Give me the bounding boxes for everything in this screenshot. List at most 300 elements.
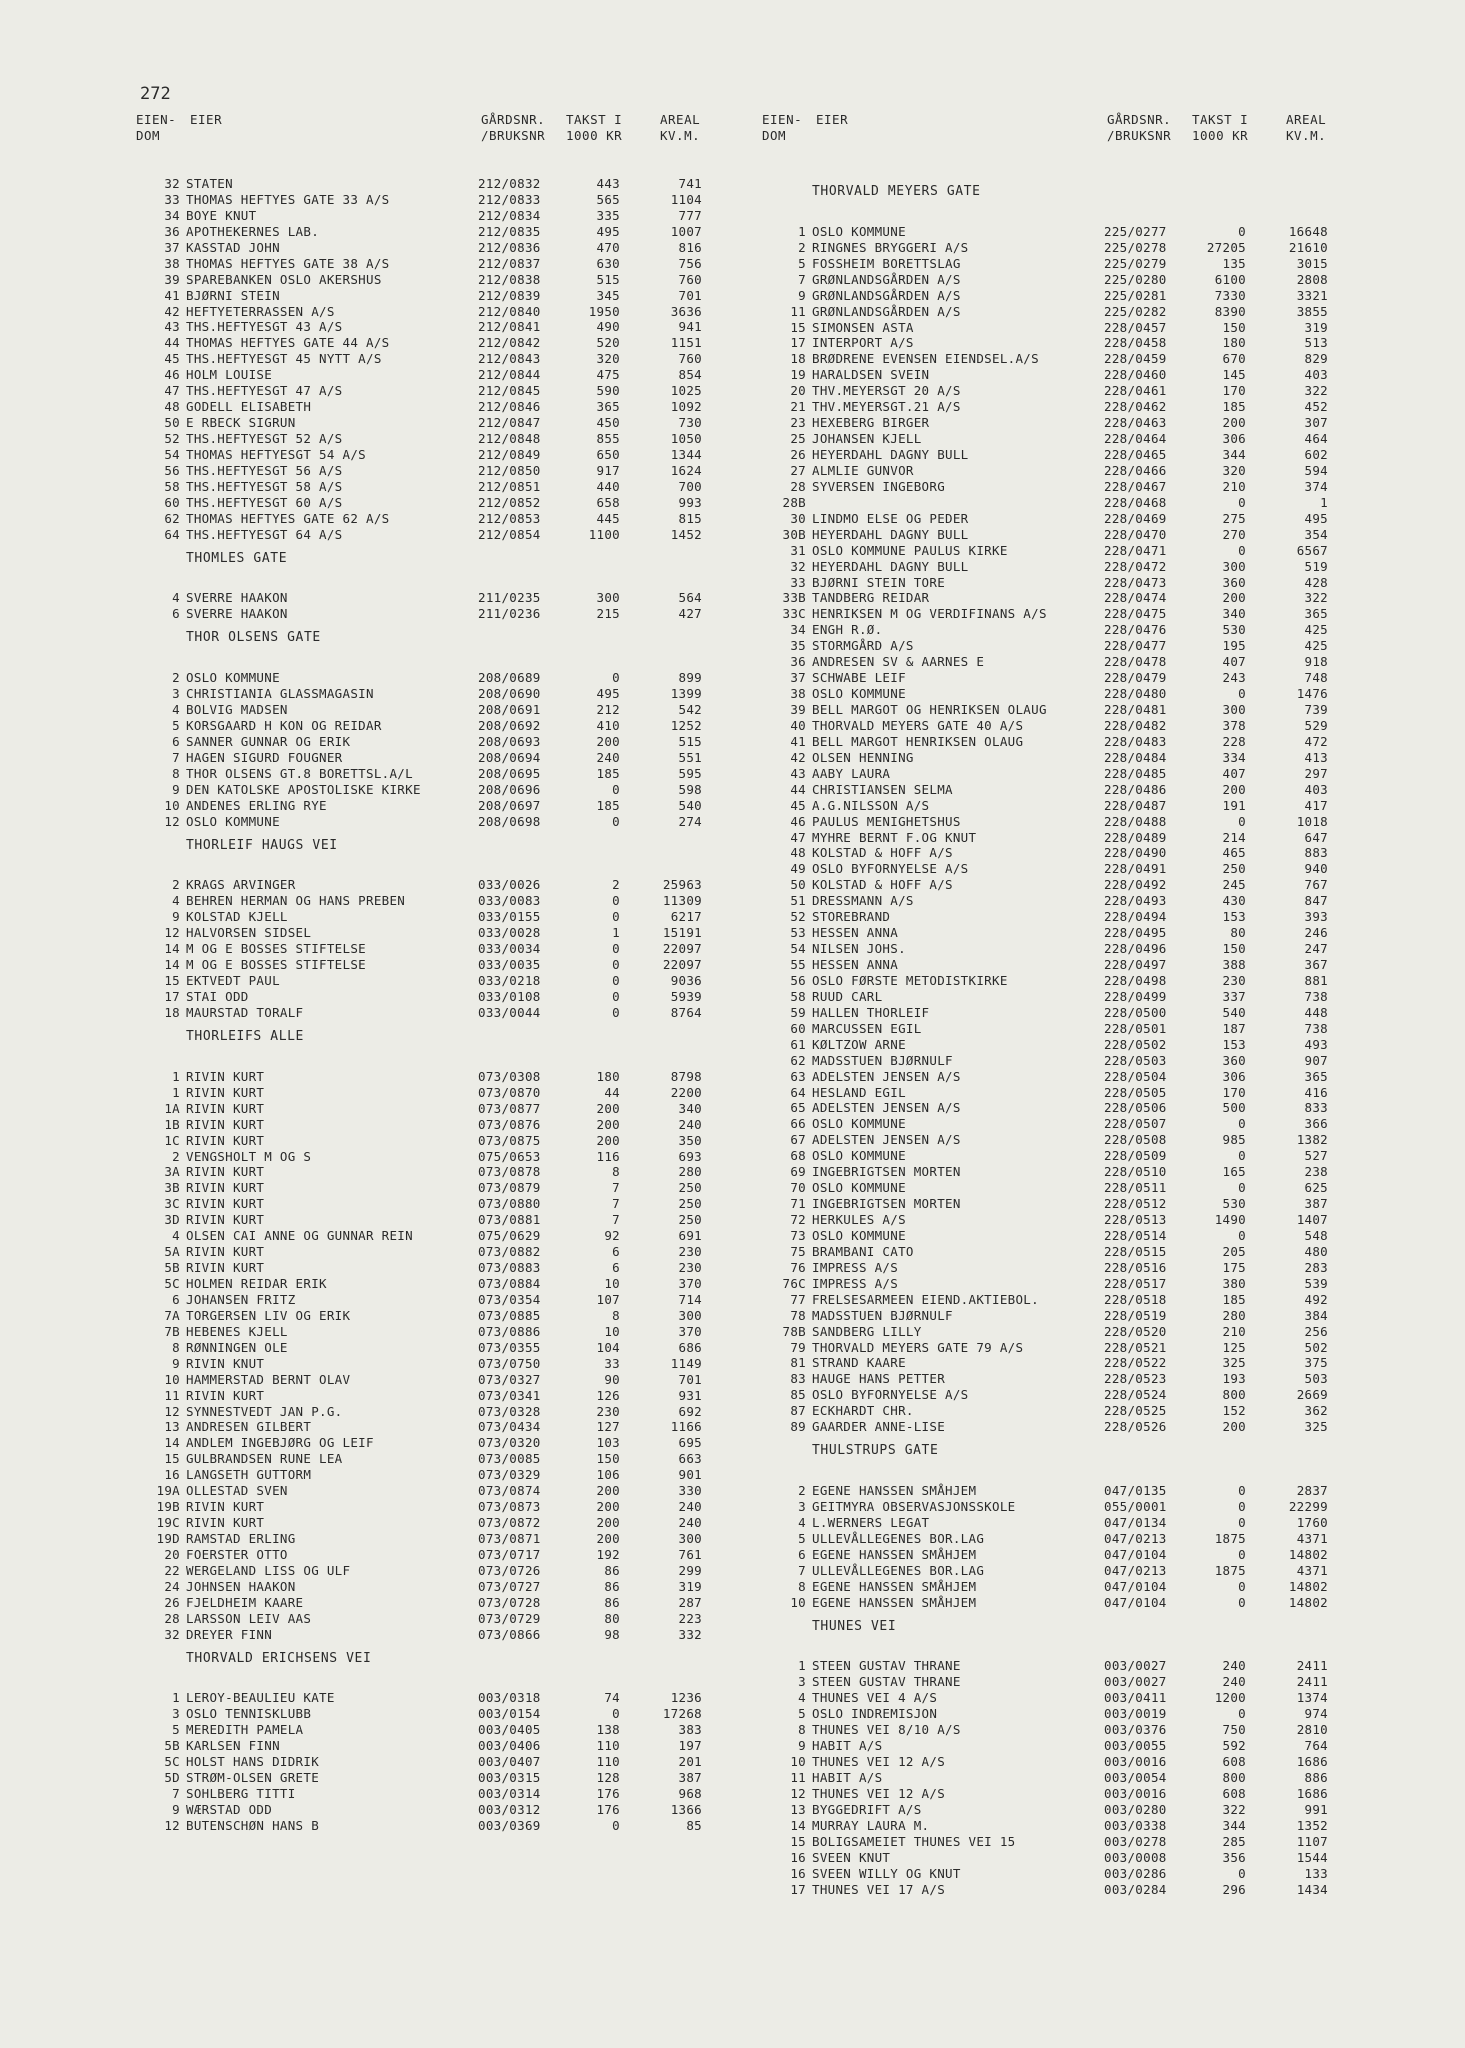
owner-name: THUNES VEI 12 A/S [812, 1785, 946, 1801]
owner-name: INGEBRIGTSEN MORTEN [812, 1164, 961, 1180]
area: 503 [1304, 1371, 1328, 1387]
property-number: 28B [782, 494, 806, 510]
owner-name: IMPRESS A/S [812, 1259, 899, 1275]
owner-name: SIMONSEN ASTA [812, 319, 914, 335]
gnr-bnr: 212/0854 [478, 526, 541, 542]
area: 230 [678, 1260, 702, 1276]
valuation: 800 [1222, 1769, 1246, 1785]
valuation: 185 [596, 765, 620, 781]
area: 1025 [670, 383, 702, 399]
owner-name: MADSSTUEN BJØRNULF [812, 1307, 953, 1323]
gnr-bnr: 033/0218 [478, 973, 541, 989]
owner-name: SVERRE HAAKON [186, 590, 288, 606]
valuation: 200 [1222, 1419, 1246, 1435]
property-row [762, 1786, 1342, 1802]
area: 527 [1304, 1148, 1328, 1164]
gnr-bnr: 228/0499 [1104, 988, 1167, 1004]
gnr-bnr: 212/0834 [478, 207, 541, 223]
property-row [762, 1579, 1342, 1595]
area: 692 [678, 1403, 702, 1419]
gnr-bnr: 228/0465 [1104, 447, 1167, 463]
property-row [762, 399, 1342, 415]
gnr-bnr: 208/0698 [478, 813, 541, 829]
property-number: 7 [172, 1786, 180, 1802]
property-row [136, 1627, 726, 1643]
property-number: 9 [798, 287, 806, 303]
gnr-bnr: 003/0016 [1104, 1785, 1167, 1801]
left-rows [136, 176, 726, 1834]
owner-name: HALLEN THORLEIF [812, 1004, 930, 1020]
gnr-bnr: 073/0884 [478, 1276, 541, 1291]
property-row [136, 495, 726, 511]
area: 256 [1304, 1323, 1328, 1339]
property-row [136, 1818, 726, 1834]
owner-name: MAURSTAD TORALF [186, 1004, 304, 1020]
valuation: 116 [596, 1148, 620, 1164]
valuation: 300 [1222, 558, 1246, 574]
property-number: 7 [172, 749, 180, 765]
header-area: AREAL KV.M. [660, 112, 701, 143]
property-number: 15 [790, 1833, 806, 1849]
property-number: 61 [790, 1036, 806, 1052]
area: 1624 [670, 462, 702, 478]
owner-name: GAARDER ANNE-LISE [812, 1419, 946, 1435]
valuation: 495 [596, 686, 620, 702]
property-number: 6 [798, 1546, 806, 1562]
property-row [762, 1308, 1342, 1324]
area: 387 [1304, 1196, 1328, 1212]
property-number: 28 [164, 1610, 180, 1626]
area: 686 [678, 1339, 702, 1355]
area: 1407 [1296, 1212, 1328, 1228]
property-row [136, 877, 726, 893]
property-number: 9 [172, 1355, 180, 1371]
valuation: 200 [1222, 781, 1246, 797]
valuation: 430 [1222, 893, 1246, 909]
gnr-bnr: 228/0523 [1104, 1371, 1167, 1387]
property-number: 5B [164, 1738, 180, 1754]
valuation: 8390 [1214, 303, 1246, 319]
property-number: 64 [164, 526, 180, 542]
area: 307 [1304, 415, 1328, 431]
gnr-bnr: 208/0691 [478, 702, 541, 718]
area: 974 [1304, 1706, 1328, 1722]
area: 452 [1304, 399, 1328, 415]
area: 493 [1304, 1036, 1328, 1052]
owner-name: THOMAS HEFTYES GATE 62 A/S [186, 510, 390, 526]
area: 250 [678, 1212, 702, 1228]
valuation: 360 [1222, 1052, 1246, 1068]
area: 280 [678, 1164, 702, 1180]
property-row [762, 638, 1342, 654]
valuation: 565 [596, 191, 620, 207]
property-row [136, 511, 726, 527]
owner-name: OSLO FØRSTE METODISTKIRKE [812, 972, 1008, 988]
property-row [136, 479, 726, 495]
gnr-bnr: 212/0848 [478, 431, 541, 446]
valuation: 125 [1222, 1339, 1246, 1355]
valuation: 200 [1222, 415, 1246, 431]
property-row [136, 941, 726, 957]
owner-name: ANDRESEN SV & AARNES E [812, 654, 985, 670]
valuation: 138 [596, 1722, 620, 1738]
owner-name: BRØDRENE EVENSEN EIENDSEL.A/S [812, 351, 1039, 367]
valuation: 0 [1238, 542, 1246, 558]
property-number: 20 [164, 1546, 180, 1562]
property-row [762, 590, 1342, 606]
owner-name: BELL MARGOT HENRIKSEN OLAUG [812, 733, 1024, 749]
valuation: 86 [604, 1562, 620, 1578]
property-number: 35 [790, 638, 806, 654]
valuation: 200 [596, 1515, 620, 1531]
property-row [762, 1850, 1342, 1866]
gnr-bnr: 208/0690 [478, 686, 541, 702]
valuation: 7 [612, 1212, 620, 1228]
property-row [762, 1818, 1342, 1834]
property-number: 10 [790, 1754, 806, 1770]
gnr-bnr: 212/0850 [478, 462, 541, 478]
valuation: 0 [612, 989, 620, 1005]
owner-name: WERGELAND LISS OG ULF [186, 1562, 351, 1578]
property-number: 4 [172, 893, 180, 909]
owner-name: FOSSHEIM BORETTSLAG [812, 255, 961, 271]
valuation: 495 [596, 223, 620, 239]
gnr-bnr: 228/0511 [1104, 1180, 1167, 1196]
owner-name: HERKULES A/S [812, 1212, 906, 1228]
owner-name: BJØRNI STEIN [186, 287, 280, 303]
valuation: 0 [612, 781, 620, 797]
street-heading: THORVALD ERICHSENS VEI [186, 1650, 372, 1666]
property-row [762, 1738, 1342, 1754]
property-number: 85 [790, 1387, 806, 1403]
gnr-bnr: 003/0054 [1104, 1769, 1167, 1785]
valuation: 185 [596, 797, 620, 813]
gnr-bnr: 228/0507 [1104, 1116, 1167, 1132]
gnr-bnr: 033/0108 [478, 989, 541, 1005]
property-row [762, 766, 1342, 782]
owner-name: HESLAND EGIL [812, 1084, 906, 1100]
valuation: 280 [1222, 1307, 1246, 1323]
gnr-bnr: 212/0853 [478, 510, 541, 526]
property-number: 60 [164, 494, 180, 510]
area: 625 [1304, 1180, 1328, 1196]
valuation: 240 [1222, 1658, 1246, 1674]
valuation: 180 [596, 1068, 620, 1084]
gnr-bnr: 208/0696 [478, 781, 541, 797]
gnr-bnr: 228/0502 [1104, 1036, 1167, 1052]
property-number: 20 [790, 383, 806, 399]
property-number: 51 [790, 893, 806, 909]
valuation: 126 [596, 1387, 620, 1403]
area: 2837 [1296, 1483, 1328, 1499]
property-row [762, 718, 1342, 734]
area: 322 [1304, 383, 1328, 399]
valuation: 185 [1222, 399, 1246, 415]
owner-name: THOMAS HEFTYES GATE 33 A/S [186, 191, 390, 207]
owner-name: GRØNLANDSGÅRDEN A/S [812, 303, 961, 319]
valuation: 334 [1222, 749, 1246, 765]
owner-name: CHRISTIANIA GLASSMAGASIN [186, 686, 374, 702]
valuation: 150 [1222, 941, 1246, 957]
area: 1544 [1296, 1849, 1328, 1865]
owner-name: THORVALD MEYERS GATE 79 A/S [812, 1339, 1024, 1355]
gnr-bnr: 212/0839 [478, 287, 541, 303]
owner-name: SVEEN WILLY OG KNUT [812, 1865, 961, 1881]
header-gnr-bnr: GÅRDSNR. /BRUKSNR [1107, 112, 1172, 143]
property-number: 47 [790, 829, 806, 845]
property-row [136, 1579, 726, 1595]
area: 907 [1304, 1052, 1328, 1068]
gnr-bnr: 047/0135 [1104, 1483, 1167, 1499]
property-row [136, 1531, 726, 1547]
valuation: 212 [596, 702, 620, 718]
gnr-bnr: 228/0515 [1104, 1243, 1167, 1259]
property-row [136, 1770, 726, 1786]
property-row [762, 1547, 1342, 1563]
area: 701 [678, 1371, 702, 1387]
property-number: 40 [790, 717, 806, 733]
property-number: 14 [164, 941, 180, 957]
gnr-bnr: 033/0034 [478, 941, 541, 957]
property-number: 75 [790, 1243, 806, 1259]
property-row [762, 1754, 1342, 1770]
property-row [136, 670, 726, 686]
property-number: 1B [164, 1116, 180, 1132]
property-number: 5C [164, 1276, 180, 1291]
owner-name: EGENE HANSSEN SMÅHJEM [812, 1546, 977, 1562]
gnr-bnr: 212/0842 [478, 335, 541, 351]
owner-name: RIVIN KURT [186, 1212, 265, 1228]
gnr-bnr: 228/0498 [1104, 972, 1167, 988]
gnr-bnr: 003/0008 [1104, 1849, 1167, 1865]
area: 968 [678, 1786, 702, 1802]
street-heading: THOR OLSENS GATE [186, 630, 321, 646]
area: 993 [678, 494, 702, 510]
property-row [762, 1355, 1342, 1371]
property-number: 2 [172, 670, 180, 686]
area: 693 [678, 1148, 702, 1164]
area: 602 [1304, 447, 1328, 463]
property-row [136, 1308, 726, 1324]
property-number: 50 [164, 415, 180, 431]
valuation: 6 [612, 1244, 620, 1260]
owner-name: THV.MEYERSGT.21 A/S [812, 399, 961, 415]
valuation: 200 [596, 1499, 620, 1515]
valuation: 110 [596, 1738, 620, 1754]
property-row [136, 1388, 726, 1404]
owner-name: SOHLBERG TITTI [186, 1786, 296, 1802]
gnr-bnr: 228/0488 [1104, 813, 1167, 829]
owner-name: OLSEN CAI ANNE OG GUNNAR REIN [186, 1228, 413, 1244]
owner-name: OSLO KOMMUNE [812, 1148, 906, 1164]
area: 847 [1304, 893, 1328, 909]
owner-name: A.G.NILSSON A/S [812, 797, 930, 813]
area: 777 [678, 207, 702, 223]
property-number: 43 [790, 765, 806, 781]
property-number: 9 [172, 909, 180, 925]
gnr-bnr: 208/0689 [478, 670, 541, 686]
valuation: 7 [612, 1180, 620, 1196]
property-number: 24 [164, 1578, 180, 1594]
property-number: 64 [790, 1084, 806, 1100]
gnr-bnr: 225/0279 [1104, 255, 1167, 271]
area: 695 [678, 1435, 702, 1451]
property-row [762, 1834, 1342, 1850]
owner-name: AABY LAURA [812, 765, 891, 781]
owner-name: SPAREBANKEN OSLO AKERSHUS [186, 271, 382, 287]
property-row [136, 399, 726, 415]
area: 513 [1304, 335, 1328, 351]
property-number: 2 [172, 877, 180, 893]
property-number: 12 [790, 1785, 806, 1801]
valuation: 6100 [1214, 271, 1246, 287]
property-row [762, 1037, 1342, 1053]
gnr-bnr: 228/0478 [1104, 654, 1167, 670]
area: 1476 [1296, 686, 1328, 702]
owner-name: OSLO KOMMUNE [812, 1180, 906, 1196]
street-heading: THOMLES GATE [186, 550, 288, 566]
gnr-bnr: 228/0517 [1104, 1275, 1167, 1291]
owner-name: KARLSEN FINN [186, 1738, 280, 1754]
valuation: 630 [596, 255, 620, 271]
gnr-bnr: 228/0505 [1104, 1084, 1167, 1100]
area: 502 [1304, 1339, 1328, 1355]
area: 3636 [670, 303, 702, 319]
property-number: 58 [790, 988, 806, 1004]
owner-name: BOLIGSAMEIET THUNES VEI 15 [812, 1833, 1016, 1849]
valuation: 410 [596, 718, 620, 734]
property-number: 6 [172, 733, 180, 749]
area: 529 [1304, 717, 1328, 733]
street-heading: THORLEIFS ALLE [186, 1028, 304, 1044]
header-valuation: TAKST I 1000 KR [1192, 112, 1249, 143]
property-row [762, 304, 1342, 320]
gnr-bnr: 073/0729 [478, 1610, 541, 1626]
property-row [762, 1053, 1342, 1069]
gnr-bnr: 003/0338 [1104, 1817, 1167, 1833]
area: 1151 [670, 335, 702, 351]
gnr-bnr: 073/0881 [478, 1212, 541, 1228]
property-row [762, 877, 1342, 893]
owner-name: WÆRSTAD ODD [186, 1802, 273, 1818]
gnr-bnr: 225/0277 [1104, 223, 1167, 239]
property-number: 54 [790, 941, 806, 957]
owner-name: LEROY-BEAULIEU KATE [186, 1690, 335, 1706]
area: 14802 [1288, 1594, 1328, 1610]
owner-name: HESSEN ANNA [812, 925, 899, 941]
area: 738 [1304, 1020, 1328, 1036]
area: 250 [678, 1180, 702, 1196]
area: 340 [678, 1100, 702, 1116]
area: 540 [678, 797, 702, 813]
gnr-bnr: 003/0312 [478, 1802, 541, 1818]
valuation: 0 [1238, 1865, 1246, 1881]
property-row [762, 1674, 1342, 1690]
property-row [762, 1005, 1342, 1021]
property-row [136, 590, 726, 606]
owner-name: OSLO KOMMUNE [186, 813, 280, 829]
property-number: 5B [164, 1260, 180, 1276]
property-number: 34 [164, 207, 180, 223]
gnr-bnr: 228/0492 [1104, 877, 1167, 893]
gnr-bnr: 073/0329 [478, 1467, 541, 1483]
gnr-bnr: 228/0513 [1104, 1212, 1167, 1228]
gnr-bnr: 073/0883 [478, 1260, 541, 1276]
owner-name: GODELL ELISABETH [186, 399, 312, 415]
owner-name: HARALDSEN SVEIN [812, 367, 930, 383]
valuation: 103 [596, 1435, 620, 1451]
owner-name: RIVIN KURT [186, 1244, 265, 1260]
property-row [762, 1499, 1342, 1515]
area: 367 [1304, 957, 1328, 973]
gnr-bnr: 073/0327 [478, 1371, 541, 1387]
area: 22097 [662, 941, 702, 957]
area: 1686 [1296, 1754, 1328, 1770]
gnr-bnr: 033/0083 [478, 893, 541, 909]
valuation: 1200 [1214, 1690, 1246, 1706]
owner-name: ADELSTEN JENSEN A/S [812, 1132, 961, 1148]
owner-name: BELL MARGOT OG HENRIKSEN OLAUG [812, 702, 1047, 718]
owner-name: RIVIN KURT [186, 1387, 265, 1403]
valuation: 214 [1222, 829, 1246, 845]
owner-name: THOMAS HEFTYES GATE 44 A/S [186, 335, 390, 351]
owner-name: HEFTYETERRASSEN A/S [186, 303, 335, 319]
valuation: 335 [596, 207, 620, 223]
property-row [136, 1276, 726, 1292]
valuation: 98 [604, 1626, 620, 1642]
owner-name: EGENE HANSSEN SMÅHJEM [812, 1594, 977, 1610]
gnr-bnr: 003/0278 [1104, 1833, 1167, 1849]
owner-name: M OG E BOSSES STIFTELSE [186, 941, 366, 957]
gnr-bnr: 047/0104 [1104, 1578, 1167, 1594]
gnr-bnr: 228/0514 [1104, 1227, 1167, 1243]
property-row [136, 1085, 726, 1101]
property-number: 22 [164, 1562, 180, 1578]
gnr-bnr: 228/0467 [1104, 478, 1167, 494]
property-row [762, 1866, 1342, 1882]
property-row [136, 1180, 726, 1196]
property-row [136, 447, 726, 463]
property-row [136, 1435, 726, 1451]
property-number: 12 [164, 925, 180, 941]
valuation: 180 [1222, 335, 1246, 351]
valuation: 107 [596, 1291, 620, 1307]
valuation: 275 [1222, 510, 1246, 526]
property-row [762, 702, 1342, 718]
valuation: 356 [1222, 1849, 1246, 1865]
property-number: 30B [782, 526, 806, 542]
area: 663 [678, 1451, 702, 1467]
owner-name: IMPRESS A/S [812, 1275, 899, 1291]
property-number: 5 [798, 1706, 806, 1722]
gnr-bnr: 073/0873 [478, 1499, 541, 1515]
property-number: 11 [164, 1387, 180, 1403]
owner-name: STRAND KAARE [812, 1355, 906, 1371]
valuation: 515 [596, 271, 620, 287]
area: 883 [1304, 845, 1328, 861]
gnr-bnr: 228/0473 [1104, 574, 1167, 590]
valuation: 360 [1222, 574, 1246, 590]
gnr-bnr: 228/0457 [1104, 319, 1167, 335]
area: 548 [1304, 1227, 1328, 1243]
property-number: 76C [782, 1275, 806, 1291]
gnr-bnr: 003/0405 [478, 1722, 541, 1738]
gnr-bnr: 228/0519 [1104, 1307, 1167, 1323]
owner-name: KORSGAARD H KON OG REIDAR [186, 718, 382, 734]
gnr-bnr: 003/0406 [478, 1738, 541, 1754]
area: 2669 [1296, 1387, 1328, 1403]
valuation: 240 [596, 749, 620, 765]
